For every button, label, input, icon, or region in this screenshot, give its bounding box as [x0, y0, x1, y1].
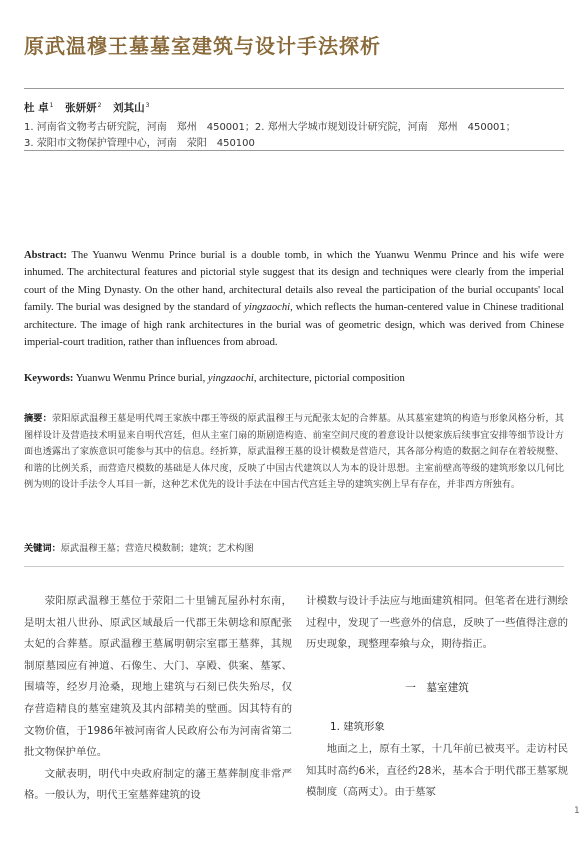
chinese-keywords	[24, 540, 564, 554]
body-paragraph: 荥阳原武温穆王墓位于荥阳二十里铺瓦屋孙村东南，是明太祖八世孙、原武区域最后一代郡王朱朝埝和原配张太妃的合葬墓。原武温穆王墓属明朝宗室郡王墓葬，其规制原墓园应有神道、石像生、大门、享殿、供案、墓冢、围墙等，经岁月沧桑，现地上建筑与石刻已佚失殆尽，仅存营造精良的墓室建筑及其内部精美的壁画。因其特有的文物价值，于1986年被河南省人民政府公布为河南省第二批文物保护单位。	[24, 595, 292, 759]
body-column-left	[24, 591, 292, 807]
keywords-separator: :	[69, 373, 74, 384]
abstract-text: , which reflects the human-centered value in Chinese traditional architecture. The image of high rank architectures in the burial was of geometric design, which was derived from Chinese imperial-court tradition, rather than influences from abroad.	[24, 302, 565, 349]
top-divider	[24, 88, 564, 89]
subsection-heading: 1. 建筑形象	[330, 721, 385, 734]
header-bottom-divider	[24, 150, 564, 151]
affiliation-line: 1. 河南省文物考古研究院，河南 郑州 450001；2. 郑州大学城市规划设计研究院，河南 郑州 450001；	[24, 122, 516, 133]
chinese-abstract	[24, 411, 564, 494]
body-paragraph: 文献表明，明代中央政府制定的藩王墓葬制度非常严格。一般认为，明代王室墓葬建筑的设	[24, 767, 292, 802]
cn-keywords-text: 原武温穆王墓；营造尺模数制；建筑；艺术构图	[60, 543, 254, 554]
cn-abstract-text: 荥阳原武温穆王墓是明代周王家族中郡王等级的原武温穆王与元配张太妃的合葬墓。从其墓室建筑的构造与形象风格分析，其图样设计及营造技术明显来自明代宫廷，但从主室门扇的斯剧造构造、前室空间尺度的着意设计以便家族后续事宜安排等细节设计方面也透露出了家族意识可能参与其中的信息。经折算，原武温穆王墓的设计模数是营造尺，其各部分构造的数据之间存在着较规整、和谐的比例关系，而营造尺模数的基础是人体尺度，反映了中国古代建筑以人为本的设计思想。主室前壁高等级的建筑形象以几何比例为则的设计手法令人耳目一新，这种艺术优先的设计手法在中国古代宫廷主导的建筑实例上早有存在，并非西方所独有。	[24, 413, 564, 491]
author-affiliation-mark: 3	[145, 101, 150, 109]
abstract-term: yingzaochi	[244, 302, 291, 314]
abstract-body-divider	[24, 566, 564, 567]
keywords-text: , architecture, pictorial composition	[253, 373, 405, 384]
page-number: 1	[574, 806, 580, 816]
paper-title: 原武温穆王墓墓室建筑与设计手法探析	[24, 34, 381, 58]
affiliation-line: 3. 荥阳市文物保护管理中心，河南 荥阳 450100	[24, 138, 255, 149]
author-list	[24, 100, 157, 115]
section-heading: 一 墓室建筑	[405, 681, 469, 694]
body-paragraph: 地面之上，原有土冢，十几年前已被夷平。走访村民知其时高约6米，直径约28米，基本合于明代郡王墓冢规模制度（高两丈）。由于墓冢	[306, 742, 568, 799]
author-affiliation-mark: 2	[97, 101, 102, 109]
cn-keywords-separator: ：	[51, 543, 61, 554]
body-column-right	[306, 591, 568, 804]
abstract-text: The Yuanwu Wenmu Prince burial is a double tomb, in which the Yuanwu Wenmu Prince and his wife were inhumed. The architectural features and pictorial style suggest that its design and techniques were clearly from the imperial court of the Ming Dynasty. On the other hand, architectural details also reveal the participation of the burial occupants' local family. The burial was designed by the standard of	[24, 250, 564, 314]
cn-keywords-label: 关键词	[24, 543, 52, 554]
english-keywords	[24, 373, 564, 384]
author-name: 杜 卓	[24, 102, 49, 114]
author-affiliation-mark: 1	[49, 101, 54, 109]
keywords-term: yingzaochi	[207, 373, 254, 384]
abstract-separator: :	[63, 250, 67, 261]
english-abstract	[24, 247, 564, 351]
abstract-label: Abstract	[24, 250, 64, 261]
author-name: 刘其山	[113, 102, 145, 114]
keywords-text: Yuanwu Wenmu Prince burial,	[73, 373, 208, 384]
keywords-label: Keywords	[24, 373, 70, 384]
cn-abstract-separator: ：	[42, 413, 52, 424]
author-name: 张妍妍	[65, 102, 97, 114]
cn-abstract-label: 摘要	[24, 413, 43, 424]
body-paragraph: 计模数与设计手法应与地面建筑相同。但笔者在进行测绘过程中，发现了一些意外的信息，反映了一些值得注意的历史现象，现整理奉飨与众，期待指正。	[306, 595, 568, 651]
